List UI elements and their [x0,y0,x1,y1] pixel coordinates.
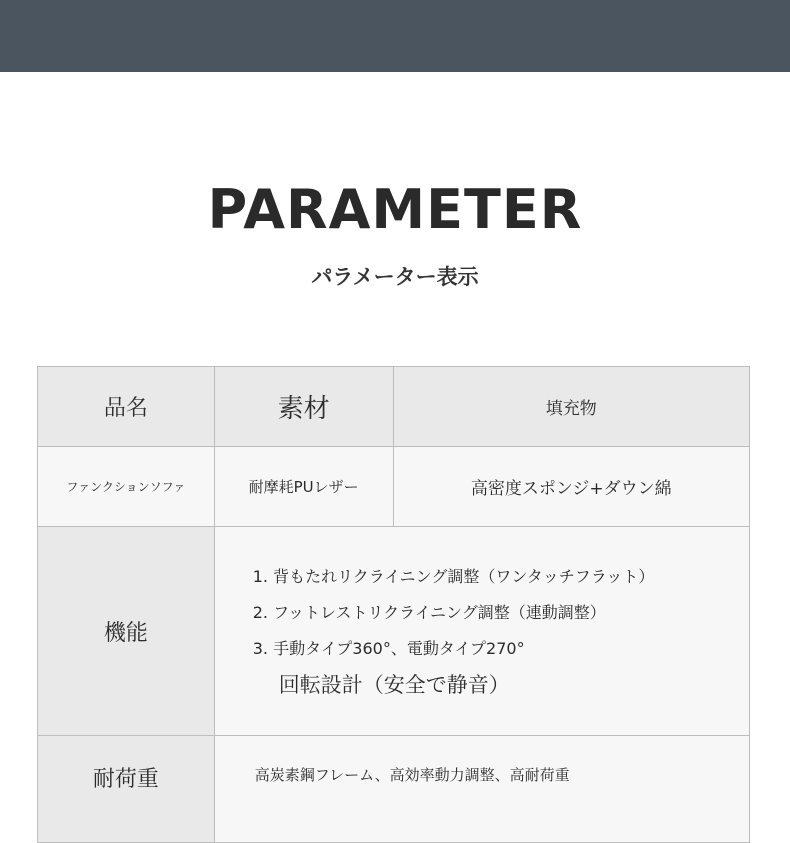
cell-material: 耐摩耗PUレザー [214,447,393,527]
function-item-emphasis: 回転設計（安全で静音） [278,673,510,697]
function-cell [214,527,749,736]
header-material: 素材 [214,367,393,447]
function-list [215,559,749,703]
page-subtitle: パラメーター表示 [311,265,479,289]
table-row [38,447,750,527]
load-value: 高炭素鋼フレーム、高効率動力調整、高耐荷重 [254,766,570,784]
header-product-name: 品名 [38,367,215,447]
function-item: 1. 背もたれリクライニング調整（ワンタッチフラット） [252,567,655,586]
load-row [38,736,750,843]
load-cell [214,736,749,843]
function-item: 2. フットレストリクライニング調整（連動調整） [252,603,606,622]
load-label: 耐荷重 [38,736,215,843]
cell-product-name: ファンクションソファ [38,447,215,527]
table-header-row [38,367,750,447]
parameter-table [37,366,750,843]
header-filling: 填充物 [393,367,750,447]
function-label: 機能 [38,527,215,736]
function-item: 3. 手動タイプ360°、電動タイプ270° [252,639,525,658]
page-title: PARAMETER [207,178,583,241]
function-row [38,527,750,736]
cell-filling: 高密度スポンジ+ダウン綿 [393,447,750,527]
top-banner [0,0,790,72]
